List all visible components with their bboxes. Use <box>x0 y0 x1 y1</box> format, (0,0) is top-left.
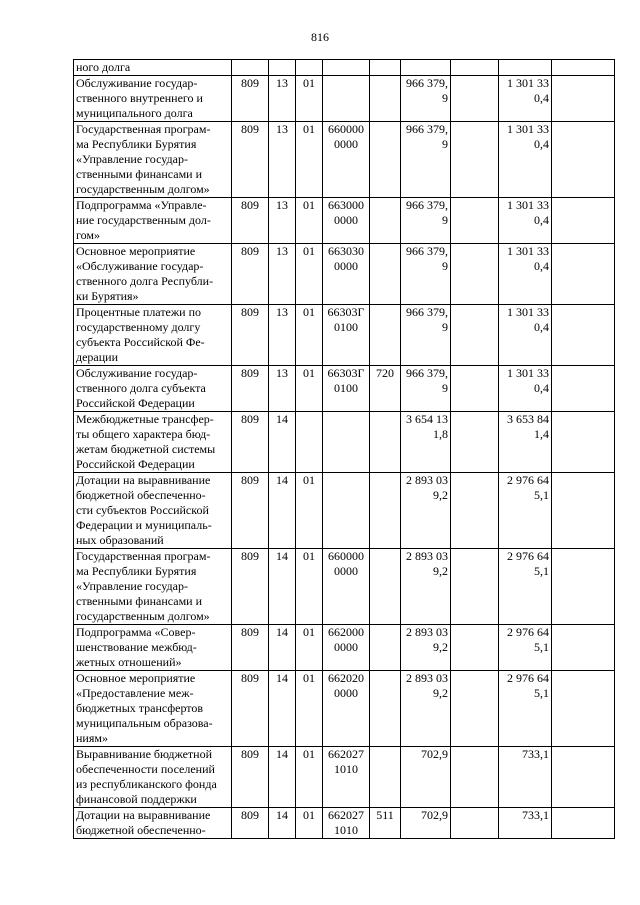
cell-text-line: 1 301 33 <box>507 122 549 136</box>
cell-text-line: 9 <box>442 213 448 227</box>
row-section-cell <box>269 60 296 76</box>
row-amount-1-cell <box>401 76 451 122</box>
cell-text-line: 1,8 <box>433 427 448 441</box>
row-empty-cell-1 <box>451 412 499 473</box>
cell-text-line: 9 <box>442 381 448 395</box>
cell-text-line: 2 976 64 <box>507 549 549 563</box>
row-target-article-cell <box>323 198 370 244</box>
row-name-cell <box>74 366 232 412</box>
row-name-cell <box>74 305 232 366</box>
cell-text-line: 2 976 64 <box>507 671 549 685</box>
cell-text-line: 3 654 13 <box>406 412 448 426</box>
cell-text-line: ственными финансами и <box>76 167 203 181</box>
cell-text-line: 662000 <box>328 625 364 639</box>
cell-text-line: жетам бюджетной системы <box>76 442 216 456</box>
cell-text-line: бюджетных трансфертов <box>76 701 204 715</box>
row-expense-type-cell <box>370 671 401 747</box>
budget-table <box>73 59 615 839</box>
row-amount-1-cell <box>401 671 451 747</box>
row-expense-type-cell: 511 <box>370 808 401 839</box>
row-subsection-cell: 01 <box>296 625 323 671</box>
cell-text-line: 1010 <box>334 762 358 776</box>
cell-text-line: ты общего характера бюд- <box>76 427 211 441</box>
row-target-article-cell <box>323 244 370 305</box>
row-name-cell <box>74 244 232 305</box>
row-amount-2-cell <box>499 198 552 244</box>
row-empty-cell-1 <box>451 625 499 671</box>
row-subsection-cell: 01 <box>296 244 323 305</box>
row-empty-cell-1 <box>451 549 499 625</box>
row-empty-cell-2 <box>552 549 615 625</box>
cell-text-line: 733,1 <box>522 747 549 761</box>
cell-text-line: «Обслуживание государ- <box>76 259 204 273</box>
cell-text-line: Российской Федерации <box>76 396 195 410</box>
row-target-article-cell <box>323 122 370 198</box>
cell-text-line: Межбюджетные трансфер- <box>76 412 214 426</box>
row-section-cell: 13 <box>269 305 296 366</box>
cell-text-line: ного долга <box>76 60 131 74</box>
row-amount-1-cell <box>401 473 451 549</box>
table-row <box>74 625 615 671</box>
row-admin-code-cell: 809 <box>232 244 269 305</box>
cell-text-line: Обслуживание государ- <box>76 76 198 90</box>
row-subsection-cell: 01 <box>296 366 323 412</box>
row-target-article-cell <box>323 60 370 76</box>
table-row <box>74 671 615 747</box>
cell-text-line: государственному долгу <box>76 320 201 334</box>
row-name-cell <box>74 412 232 473</box>
cell-text-line: 662027 <box>328 747 364 761</box>
row-amount-1-cell <box>401 198 451 244</box>
row-expense-type-cell <box>370 122 401 198</box>
cell-text-line: 2 893 03 <box>406 625 448 639</box>
cell-text-line: 1 301 33 <box>507 198 549 212</box>
row-empty-cell-1 <box>451 198 499 244</box>
cell-text-line: 5,1 <box>534 686 549 700</box>
table-row <box>74 305 615 366</box>
cell-text-line: 2 893 03 <box>406 473 448 487</box>
table-row <box>74 198 615 244</box>
row-amount-2-cell <box>499 671 552 747</box>
cell-text-line: ние государственным дол- <box>76 213 211 227</box>
cell-text-line: 966 379, <box>406 366 448 380</box>
cell-text-line: муниципального долга <box>76 106 193 120</box>
row-subsection-cell <box>296 412 323 473</box>
row-empty-cell-2 <box>552 244 615 305</box>
cell-text-line: государственным долгом» <box>76 609 210 623</box>
cell-text-line: 662020 <box>328 671 364 685</box>
cell-text-line: 0000 <box>334 564 358 578</box>
cell-text-line: 2 976 64 <box>507 473 549 487</box>
row-expense-type-cell <box>370 747 401 808</box>
row-expense-type-cell <box>370 305 401 366</box>
table-row <box>74 244 615 305</box>
table-row <box>74 412 615 473</box>
row-expense-type-cell <box>370 60 401 76</box>
cell-text-line: 1010 <box>334 823 358 837</box>
cell-text-line: 66303Г <box>327 305 365 319</box>
row-target-article-cell <box>323 808 370 839</box>
row-section-cell: 13 <box>269 122 296 198</box>
cell-text-line: бюджетной обеспеченно- <box>76 488 206 502</box>
row-empty-cell-1 <box>451 122 499 198</box>
row-admin-code-cell: 809 <box>232 305 269 366</box>
cell-text-line: ственного долга субъекта <box>76 381 206 395</box>
row-empty-cell-2 <box>552 671 615 747</box>
row-expense-type-cell <box>370 412 401 473</box>
cell-text-line: 660000 <box>328 122 364 136</box>
row-admin-code-cell: 809 <box>232 198 269 244</box>
cell-text-line: «Предоставление меж- <box>76 686 194 700</box>
row-admin-code-cell: 809 <box>232 122 269 198</box>
row-subsection-cell: 01 <box>296 76 323 122</box>
row-empty-cell-2 <box>552 412 615 473</box>
cell-text-line: 2 893 03 <box>406 671 448 685</box>
row-empty-cell-2 <box>552 747 615 808</box>
row-section-cell: 14 <box>269 671 296 747</box>
table-row <box>74 473 615 549</box>
row-target-article-cell <box>323 671 370 747</box>
table-row <box>74 60 615 76</box>
row-target-article-cell <box>323 473 370 549</box>
row-target-article-cell <box>323 549 370 625</box>
row-amount-2-cell <box>499 473 552 549</box>
row-empty-cell-2 <box>552 366 615 412</box>
cell-text-line: обеспеченности поселений <box>76 762 215 776</box>
cell-text-line: ственными финансами и <box>76 594 203 608</box>
row-empty-cell-1 <box>451 808 499 839</box>
row-empty-cell-1 <box>451 366 499 412</box>
cell-text-line: Основное мероприятие <box>76 671 196 685</box>
cell-text-line: 0,4 <box>534 381 549 395</box>
row-empty-cell-2 <box>552 60 615 76</box>
cell-text-line: 0000 <box>334 640 358 654</box>
cell-text-line: Подпрограмма «Совер- <box>76 625 196 639</box>
table-row <box>74 747 615 808</box>
cell-text-line: 66303Г <box>327 366 365 380</box>
row-amount-1-cell <box>401 366 451 412</box>
row-amount-1-cell <box>401 244 451 305</box>
row-empty-cell-2 <box>552 625 615 671</box>
cell-text-line: шенствование межбюд- <box>76 640 197 654</box>
cell-text-line: 966 379, <box>406 198 448 212</box>
cell-text-line: 0100 <box>334 320 358 334</box>
cell-text-line: ниям» <box>76 731 108 745</box>
cell-text-line: гом» <box>76 228 100 242</box>
row-name-cell <box>74 625 232 671</box>
row-section-cell: 14 <box>269 808 296 839</box>
row-amount-1-cell <box>401 60 451 76</box>
row-section-cell: 14 <box>269 747 296 808</box>
cell-text-line: сти субъектов Российской <box>76 503 209 517</box>
row-amount-1-cell <box>401 305 451 366</box>
cell-text-line: финансовой поддержки <box>76 792 197 806</box>
row-expense-type-cell <box>370 198 401 244</box>
cell-text-line: 0,4 <box>534 213 549 227</box>
cell-text-line: 662027 <box>328 808 364 822</box>
row-subsection-cell <box>296 60 323 76</box>
row-name-cell <box>74 60 232 76</box>
cell-text-line: 0,4 <box>534 320 549 334</box>
row-empty-cell-1 <box>451 60 499 76</box>
cell-text-line: бюджетной обеспеченно- <box>76 823 206 837</box>
cell-text-line: 0100 <box>334 381 358 395</box>
row-section-cell: 14 <box>269 625 296 671</box>
cell-text-line: Федерации и муниципаль- <box>76 518 212 532</box>
row-empty-cell-1 <box>451 747 499 808</box>
row-admin-code-cell: 809 <box>232 412 269 473</box>
row-expense-type-cell <box>370 625 401 671</box>
cell-text-line: 9 <box>442 259 448 273</box>
row-amount-2-cell <box>499 60 552 76</box>
row-section-cell: 13 <box>269 366 296 412</box>
row-section-cell: 14 <box>269 473 296 549</box>
cell-text-line: 2 976 64 <box>507 625 549 639</box>
cell-text-line: Дотации на выравнивание <box>76 808 211 822</box>
row-empty-cell-1 <box>451 671 499 747</box>
cell-text-line: 660000 <box>328 549 364 563</box>
cell-text-line: 702,9 <box>421 808 448 822</box>
row-name-cell <box>74 122 232 198</box>
row-amount-2-cell <box>499 76 552 122</box>
table-row <box>74 808 615 839</box>
row-admin-code-cell: 809 <box>232 671 269 747</box>
cell-text-line: 5,1 <box>534 564 549 578</box>
row-target-article-cell <box>323 76 370 122</box>
row-name-cell <box>74 76 232 122</box>
table-row <box>74 366 615 412</box>
row-amount-1-cell <box>401 412 451 473</box>
row-amount-2-cell <box>499 305 552 366</box>
cell-text-line: ственного долга Республи- <box>76 274 214 288</box>
row-subsection-cell: 01 <box>296 549 323 625</box>
cell-text-line: 0,4 <box>534 91 549 105</box>
row-section-cell: 13 <box>269 244 296 305</box>
cell-text-line: 2 893 03 <box>406 549 448 563</box>
row-amount-1-cell <box>401 122 451 198</box>
cell-text-line: 9 <box>442 91 448 105</box>
cell-text-line: 0,4 <box>534 259 549 273</box>
cell-text-line: 9 <box>442 320 448 334</box>
cell-text-line: 0000 <box>334 259 358 273</box>
row-name-cell <box>74 198 232 244</box>
row-subsection-cell: 01 <box>296 747 323 808</box>
cell-text-line: 966 379, <box>406 76 448 90</box>
row-name-cell <box>74 671 232 747</box>
cell-text-line: 1 301 33 <box>507 76 549 90</box>
row-admin-code-cell: 809 <box>232 76 269 122</box>
cell-text-line: 1,4 <box>534 427 549 441</box>
cell-text-line: 0000 <box>334 213 358 227</box>
row-section-cell: 14 <box>269 412 296 473</box>
cell-text-line: Государственная програм- <box>76 549 211 563</box>
row-admin-code-cell: 809 <box>232 366 269 412</box>
cell-text-line: 5,1 <box>534 640 549 654</box>
cell-text-line: 0000 <box>334 686 358 700</box>
cell-text-line: 9,2 <box>433 564 448 578</box>
row-section-cell: 13 <box>269 198 296 244</box>
row-admin-code-cell: 809 <box>232 625 269 671</box>
row-target-article-cell <box>323 747 370 808</box>
cell-text-line: «Управление государ- <box>76 579 188 593</box>
row-amount-2-cell <box>499 808 552 839</box>
row-expense-type-cell <box>370 473 401 549</box>
row-target-article-cell <box>323 412 370 473</box>
row-empty-cell-2 <box>552 76 615 122</box>
cell-text-line: Выравнивание бюджетной <box>76 747 213 761</box>
row-target-article-cell <box>323 305 370 366</box>
cell-text-line: Российской Федерации <box>76 457 195 471</box>
row-amount-2-cell <box>499 244 552 305</box>
row-name-cell <box>74 473 232 549</box>
row-amount-2-cell <box>499 549 552 625</box>
cell-text-line: 1 301 33 <box>507 244 549 258</box>
cell-text-line: 0000 <box>334 137 358 151</box>
cell-text-line: ных образований <box>76 533 164 547</box>
row-name-cell <box>74 549 232 625</box>
cell-text-line: 966 379, <box>406 244 448 258</box>
cell-text-line: 9 <box>442 137 448 151</box>
table-row <box>74 76 615 122</box>
row-empty-cell-2 <box>552 305 615 366</box>
row-amount-1-cell <box>401 747 451 808</box>
cell-text-line: Обслуживание государ- <box>76 366 198 380</box>
cell-text-line: ма Республики Бурятия <box>76 564 197 578</box>
row-expense-type-cell <box>370 76 401 122</box>
row-admin-code-cell: 809 <box>232 549 269 625</box>
row-amount-2-cell <box>499 366 552 412</box>
row-subsection-cell: 01 <box>296 198 323 244</box>
cell-text-line: 1 301 33 <box>507 305 549 319</box>
row-amount-1-cell <box>401 808 451 839</box>
cell-text-line: «Управление государ- <box>76 152 188 166</box>
row-section-cell: 13 <box>269 76 296 122</box>
cell-text-line: ки Бурятия» <box>76 289 139 303</box>
row-amount-2-cell <box>499 122 552 198</box>
row-admin-code-cell: 809 <box>232 473 269 549</box>
cell-text-line: дерации <box>76 350 119 364</box>
page-number: 816 <box>311 30 329 44</box>
row-target-article-cell <box>323 366 370 412</box>
cell-text-line: Основное мероприятие <box>76 244 196 258</box>
row-empty-cell-1 <box>451 244 499 305</box>
row-admin-code-cell: 809 <box>232 747 269 808</box>
row-expense-type-cell <box>370 549 401 625</box>
cell-text-line: 0,4 <box>534 137 549 151</box>
cell-text-line: муниципальным образова- <box>76 716 213 730</box>
row-admin-code-cell <box>232 60 269 76</box>
cell-text-line: 9,2 <box>433 488 448 502</box>
cell-text-line: 663000 <box>328 198 364 212</box>
row-amount-1-cell <box>401 625 451 671</box>
cell-text-line: из республиканского фонда <box>76 777 217 791</box>
row-expense-type-cell: 720 <box>370 366 401 412</box>
row-amount-2-cell <box>499 747 552 808</box>
cell-text-line: 5,1 <box>534 488 549 502</box>
row-empty-cell-1 <box>451 473 499 549</box>
row-target-article-cell <box>323 625 370 671</box>
row-empty-cell-2 <box>552 473 615 549</box>
cell-text-line: Дотации на выравнивание <box>76 473 211 487</box>
row-subsection-cell: 01 <box>296 808 323 839</box>
table-row <box>74 122 615 198</box>
cell-text-line: 663030 <box>328 244 364 258</box>
cell-text-line: 9,2 <box>433 640 448 654</box>
row-amount-2-cell <box>499 412 552 473</box>
cell-text-line: Подпрограмма «Управле- <box>76 198 207 212</box>
cell-text-line: жетных отношений» <box>76 655 182 669</box>
row-subsection-cell: 01 <box>296 671 323 747</box>
row-empty-cell-2 <box>552 122 615 198</box>
row-section-cell: 14 <box>269 549 296 625</box>
table-row <box>74 549 615 625</box>
cell-text-line: 702,9 <box>421 747 448 761</box>
row-name-cell <box>74 747 232 808</box>
cell-text-line: Государственная програм- <box>76 122 211 136</box>
row-empty-cell-2 <box>552 198 615 244</box>
cell-text-line: 1 301 33 <box>507 366 549 380</box>
cell-text-line: субъекта Российской Фе- <box>76 335 205 349</box>
cell-text-line: 9,2 <box>433 686 448 700</box>
row-empty-cell-1 <box>451 305 499 366</box>
cell-text-line: 3 653 84 <box>507 412 549 426</box>
row-expense-type-cell <box>370 244 401 305</box>
row-subsection-cell: 01 <box>296 305 323 366</box>
row-empty-cell-2 <box>552 808 615 839</box>
row-amount-2-cell <box>499 625 552 671</box>
cell-text-line: 966 379, <box>406 122 448 136</box>
row-empty-cell-1 <box>451 76 499 122</box>
cell-text-line: 966 379, <box>406 305 448 319</box>
cell-text-line: ственного внутреннего и <box>76 91 203 105</box>
row-subsection-cell: 01 <box>296 473 323 549</box>
row-name-cell <box>74 808 232 839</box>
cell-text-line: государственным долгом» <box>76 182 210 196</box>
row-subsection-cell: 01 <box>296 122 323 198</box>
cell-text-line: ма Республики Бурятия <box>76 137 197 151</box>
cell-text-line: 733,1 <box>522 808 549 822</box>
row-amount-1-cell <box>401 549 451 625</box>
cell-text-line: Процентные платежи по <box>76 305 202 319</box>
row-admin-code-cell: 809 <box>232 808 269 839</box>
budget-table-body <box>74 60 615 839</box>
